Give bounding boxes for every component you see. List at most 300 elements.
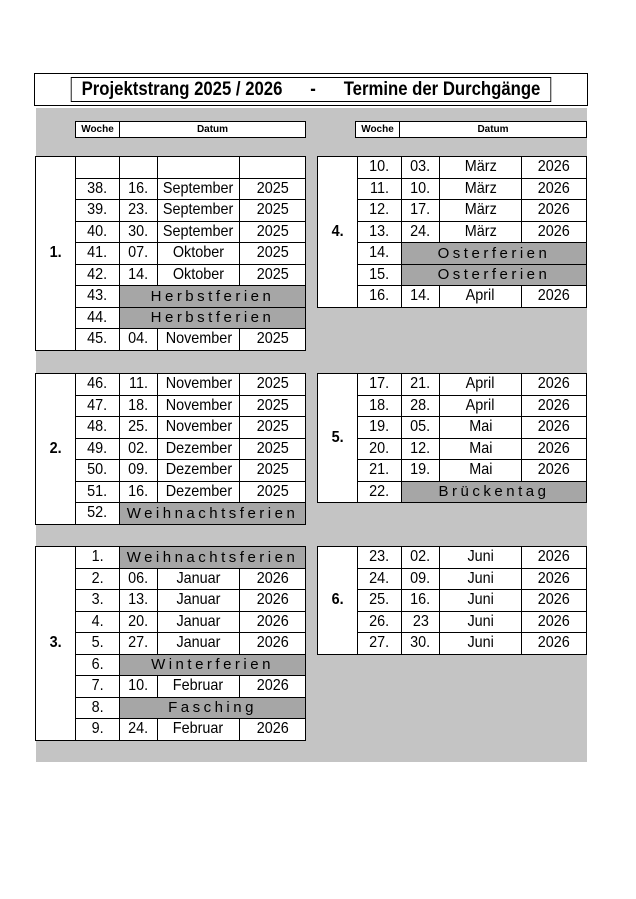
month-cell [158, 719, 240, 741]
month-cell [158, 243, 240, 265]
month-cell [158, 676, 240, 698]
year-cell-text: 2026 [537, 634, 571, 652]
month-cell [158, 395, 240, 417]
week-cell-text: 13. [369, 222, 390, 240]
day-cell [402, 460, 440, 482]
week-cell [358, 417, 402, 439]
year-cell-text: 2026 [256, 677, 289, 695]
year-cell [240, 438, 306, 460]
year-cell [240, 200, 306, 222]
table-row [36, 611, 306, 633]
day-cell-text: 14. [128, 265, 149, 283]
week-cell-text: 21. [369, 461, 390, 479]
table-row [36, 719, 306, 741]
day-cell [120, 374, 158, 396]
week-cell-text: 41. [87, 244, 108, 262]
week-cell [76, 200, 120, 222]
table-row [318, 157, 587, 179]
table-row [318, 547, 587, 569]
week-cell [358, 178, 402, 200]
day-cell-text: 02. [410, 548, 431, 566]
block-label-text: 4. [331, 222, 344, 240]
block-label-text: 3. [49, 634, 62, 652]
table-row [318, 200, 587, 222]
table-row [36, 307, 306, 329]
day-cell [120, 568, 158, 590]
month-cell-text: Juni [467, 612, 494, 630]
year-cell-text: 2026 [537, 158, 571, 176]
week-cell [358, 286, 402, 308]
week-cell-text: 19. [369, 418, 390, 436]
table-row [318, 221, 587, 243]
holiday-cell [402, 264, 587, 286]
year-cell [240, 676, 306, 698]
right-column-header [355, 121, 587, 138]
day-cell [402, 590, 440, 612]
year-cell-text: 2025 [256, 265, 289, 283]
week-cell-text: 22. [369, 482, 390, 500]
year-cell-text: 2026 [537, 179, 571, 197]
year-cell-text: 2026 [537, 439, 571, 457]
week-cell [76, 547, 120, 569]
day-cell-text: 11. [129, 375, 148, 393]
year-cell-text: 2025 [256, 396, 289, 414]
day-cell [402, 438, 440, 460]
year-cell [522, 590, 587, 612]
month-cell-text: Oktober [172, 244, 225, 262]
month-cell-text: November [165, 330, 232, 348]
title-box [34, 73, 588, 106]
month-cell [158, 611, 240, 633]
table-row [318, 481, 587, 503]
week-cell-text: 14. [369, 244, 390, 262]
holiday-cell-text: Osterferien [437, 266, 551, 284]
week-cell [358, 633, 402, 655]
holiday-cell [120, 503, 306, 525]
table-row [36, 374, 306, 396]
month-cell-text: September [163, 201, 234, 219]
year-cell [522, 395, 587, 417]
day-cell-text: 07. [128, 244, 149, 262]
day-cell [120, 178, 158, 200]
year-cell [522, 178, 587, 200]
month-cell [158, 417, 240, 439]
week-cell-text: 4. [91, 612, 104, 630]
year-cell-text: 2026 [256, 591, 289, 609]
year-cell [522, 547, 587, 569]
month-cell-text: Juni [467, 634, 494, 652]
month-cell-text: Oktober [172, 265, 225, 283]
year-cell [240, 568, 306, 590]
block-label [36, 157, 76, 351]
table-row [318, 395, 587, 417]
day-cell-text: 09. [128, 461, 149, 479]
block-3-table [35, 546, 306, 741]
month-cell-text: Januar [176, 634, 221, 652]
year-cell [240, 395, 306, 417]
table-row [36, 264, 306, 286]
block-6-table [317, 546, 587, 655]
table-row [36, 676, 306, 698]
month-cell [158, 178, 240, 200]
table-row [36, 503, 306, 525]
table-row [36, 654, 306, 676]
day-cell [402, 611, 440, 633]
week-cell [358, 395, 402, 417]
year-cell-text: 2026 [537, 461, 571, 479]
year-cell-text: 2026 [537, 591, 571, 609]
month-cell [440, 221, 522, 243]
table-row [318, 417, 587, 439]
month-cell-text: Februar [173, 720, 224, 738]
week-header: Woche [356, 122, 400, 137]
year-cell [240, 157, 306, 179]
year-cell [522, 417, 587, 439]
week-cell [358, 243, 402, 265]
month-cell-text: Juni [467, 548, 494, 566]
week-cell-text: 38. [87, 179, 108, 197]
block-label-text: 5. [331, 429, 344, 446]
month-cell [440, 547, 522, 569]
week-cell [76, 633, 120, 655]
block-label [318, 547, 358, 655]
week-cell [76, 438, 120, 460]
day-cell-text: 30. [410, 634, 431, 652]
table-row [36, 417, 306, 439]
week-cell-text: 52. [87, 504, 108, 522]
week-cell-text: 47. [87, 396, 108, 414]
year-cell [240, 633, 306, 655]
week-cell [76, 157, 120, 179]
year-cell-text: 2026 [256, 720, 289, 738]
week-cell-text: 17. [369, 375, 390, 393]
year-cell [240, 460, 306, 482]
week-header: Woche [76, 122, 120, 137]
week-cell [76, 481, 120, 503]
month-cell-text: März [464, 179, 497, 197]
year-cell [240, 264, 306, 286]
week-cell-text: 24. [369, 569, 390, 587]
week-cell [76, 417, 120, 439]
day-cell [120, 481, 158, 503]
week-cell-text: 12. [369, 201, 390, 219]
table-row [36, 481, 306, 503]
day-cell-text: 16. [128, 179, 149, 197]
table-row [36, 590, 306, 612]
day-cell-text: 16. [410, 591, 431, 609]
week-cell-text: 6. [91, 655, 104, 673]
day-cell-text: 27. [128, 634, 149, 652]
week-cell-text: 42. [87, 265, 108, 283]
week-cell-text: 23. [369, 548, 390, 566]
day-cell-text: 25. [128, 418, 149, 436]
holiday-cell-text: Fasching [168, 699, 257, 717]
year-cell-text: 2026 [256, 634, 289, 652]
month-cell [158, 633, 240, 655]
year-cell [522, 200, 587, 222]
week-cell-text: 27. [369, 634, 390, 652]
holiday-cell-text: Weihnachtsferien [126, 548, 299, 566]
month-cell [440, 417, 522, 439]
year-cell [240, 611, 306, 633]
day-cell-text: 14. [410, 287, 431, 305]
month-cell-text: Dezember [165, 482, 232, 500]
table-row [36, 329, 306, 351]
month-cell [440, 460, 522, 482]
day-cell [402, 374, 440, 396]
week-cell-text: 9. [91, 720, 104, 738]
month-cell-text: März [464, 222, 497, 240]
day-cell-text: 30. [128, 222, 149, 240]
week-cell [358, 460, 402, 482]
week-cell [76, 568, 120, 590]
year-cell [240, 374, 306, 396]
holiday-cell [402, 481, 587, 503]
year-cell-text: 2026 [537, 418, 571, 436]
week-cell [358, 568, 402, 590]
week-cell [76, 307, 120, 329]
week-cell-text: 40. [87, 222, 108, 240]
month-cell-text: Mai [468, 439, 493, 457]
holiday-cell [120, 654, 306, 676]
year-cell-text: 2025 [256, 244, 289, 262]
year-cell-text: 2026 [537, 222, 571, 240]
holiday-cell-text: Herbstferien [150, 287, 275, 305]
day-cell-text: 06. [128, 569, 149, 587]
week-cell [76, 697, 120, 719]
table-row [318, 374, 587, 396]
year-cell [240, 417, 306, 439]
month-cell-text: Dezember [165, 439, 232, 457]
week-cell [358, 264, 402, 286]
table-row [36, 286, 306, 308]
week-cell [76, 374, 120, 396]
month-cell [158, 438, 240, 460]
holiday-cell [402, 243, 587, 265]
month-cell-text: November [165, 375, 232, 393]
day-cell [402, 395, 440, 417]
week-cell-text: 50. [87, 461, 108, 479]
year-cell [522, 157, 587, 179]
week-cell-text: 11. [370, 179, 389, 197]
day-cell-text: 28. [410, 396, 431, 414]
day-cell [120, 157, 158, 179]
year-cell [240, 719, 306, 741]
month-cell [440, 374, 522, 396]
block-label [36, 374, 76, 525]
holiday-cell-text: Weihnachtsferien [126, 504, 299, 522]
year-cell-text: 2025 [256, 418, 289, 436]
year-cell [240, 329, 306, 351]
week-cell [358, 157, 402, 179]
month-cell [158, 329, 240, 351]
table-row [318, 243, 587, 265]
week-cell [76, 329, 120, 351]
day-cell-text: 19. [410, 461, 431, 479]
week-cell [76, 503, 120, 525]
day-cell [402, 417, 440, 439]
week-cell-text: 3. [91, 591, 104, 609]
table-row [36, 221, 306, 243]
month-cell-text: November [165, 418, 232, 436]
month-cell-text: September [163, 179, 234, 197]
week-cell [76, 264, 120, 286]
week-cell-text: 2. [91, 569, 104, 587]
week-cell-text: 10. [369, 158, 390, 176]
holiday-cell [120, 307, 306, 329]
month-cell [440, 395, 522, 417]
day-cell [120, 221, 158, 243]
day-cell-text: 24. [128, 720, 149, 738]
table-row [36, 438, 306, 460]
week-cell [358, 590, 402, 612]
month-cell [158, 568, 240, 590]
month-cell-text: Juni [467, 569, 494, 587]
month-cell-text: September [163, 222, 234, 240]
day-cell-text: 12. [410, 439, 431, 457]
week-cell [76, 460, 120, 482]
week-cell [76, 178, 120, 200]
year-cell-text: 2025 [256, 201, 289, 219]
week-cell [358, 611, 402, 633]
year-cell-text: 2026 [537, 569, 571, 587]
month-cell [158, 374, 240, 396]
month-cell-text: November [165, 396, 232, 414]
table-row [36, 697, 306, 719]
month-cell-text: April [466, 396, 495, 414]
day-cell [402, 157, 440, 179]
day-cell [402, 568, 440, 590]
table-row [318, 438, 587, 460]
day-cell-text: 24. [410, 222, 431, 240]
week-cell [76, 654, 120, 676]
month-cell-text: Mai [468, 418, 493, 436]
day-cell-text: 09. [410, 569, 431, 587]
table-row [36, 547, 306, 569]
day-cell [120, 676, 158, 698]
table-row [36, 568, 306, 590]
month-cell-text: Dezember [165, 461, 232, 479]
month-cell [158, 590, 240, 612]
day-cell [120, 200, 158, 222]
year-cell-text: 2025 [256, 330, 289, 348]
left-column-header [75, 121, 306, 138]
week-cell [358, 547, 402, 569]
week-cell [358, 374, 402, 396]
day-cell-text: 17. [410, 201, 431, 219]
year-cell [522, 438, 587, 460]
week-cell-text: 7. [91, 677, 104, 695]
day-cell-text: 23. [128, 201, 149, 219]
week-cell-text: 8. [91, 698, 104, 716]
day-cell [120, 611, 158, 633]
month-cell-text: Januar [176, 569, 221, 587]
week-cell-text: 48. [87, 418, 108, 436]
year-cell-text: 2026 [537, 287, 571, 305]
day-cell-text: 03. [410, 158, 431, 176]
year-cell-text: 2026 [256, 569, 289, 587]
month-cell [440, 611, 522, 633]
month-cell-text: März [464, 201, 497, 219]
week-cell-text: 51. [87, 482, 108, 500]
page-title: Projektstrang 2025 / 2026 - Termine der Durchgänge [71, 77, 551, 102]
week-cell [76, 676, 120, 698]
year-cell-text: 2026 [537, 201, 571, 219]
year-cell [240, 243, 306, 265]
day-cell [120, 264, 158, 286]
day-cell-text: 02. [128, 439, 149, 457]
day-cell [402, 286, 440, 308]
month-cell-text: April [466, 287, 495, 305]
week-cell [358, 200, 402, 222]
week-cell-text: 5. [91, 634, 104, 652]
week-cell-text: 1. [91, 548, 104, 566]
day-cell [120, 460, 158, 482]
week-cell [76, 395, 120, 417]
year-cell [522, 374, 587, 396]
date-header: Datum [477, 124, 509, 135]
year-cell-text: 2026 [537, 612, 571, 630]
table-row [36, 178, 306, 200]
table-row [36, 243, 306, 265]
year-cell-text: 2025 [256, 439, 289, 457]
table-row [318, 178, 587, 200]
year-cell-text: 2025 [256, 461, 289, 479]
week-cell-text: 45. [87, 330, 108, 348]
table-row [318, 286, 587, 308]
day-cell-text: 16. [128, 482, 149, 500]
day-cell [120, 438, 158, 460]
year-cell-text: 2025 [256, 222, 289, 240]
week-cell-text: 26. [369, 612, 390, 630]
day-cell-text: 20. [128, 612, 149, 630]
year-cell [522, 633, 587, 655]
month-cell [158, 200, 240, 222]
month-cell [440, 590, 522, 612]
month-cell [158, 481, 240, 503]
month-cell-text: Februar [173, 677, 224, 695]
day-cell [120, 329, 158, 351]
table-row [36, 460, 306, 482]
week-cell-text: 25. [369, 591, 390, 609]
date-header: Datum [196, 124, 229, 135]
day-cell-text: 04. [128, 330, 149, 348]
week-cell [76, 590, 120, 612]
day-cell-text: 13. [128, 591, 149, 609]
holiday-cell-text: Osterferien [437, 244, 551, 262]
year-cell [522, 286, 587, 308]
day-cell [402, 547, 440, 569]
week-cell-text: 49. [87, 439, 108, 457]
week-cell [76, 719, 120, 741]
day-cell [120, 243, 158, 265]
day-cell-text: 10. [128, 677, 149, 695]
week-cell-text: 46. [87, 375, 108, 393]
day-cell [402, 221, 440, 243]
holiday-cell [120, 547, 306, 569]
month-cell-text: April [466, 375, 495, 393]
year-cell [522, 568, 587, 590]
week-cell [358, 481, 402, 503]
day-cell [402, 178, 440, 200]
day-cell-text: 23 [412, 612, 429, 630]
day-cell [402, 633, 440, 655]
day-cell-text: 18. [128, 396, 149, 414]
table-row [318, 460, 587, 482]
day-cell [120, 633, 158, 655]
day-cell [120, 395, 158, 417]
table-row [36, 633, 306, 655]
